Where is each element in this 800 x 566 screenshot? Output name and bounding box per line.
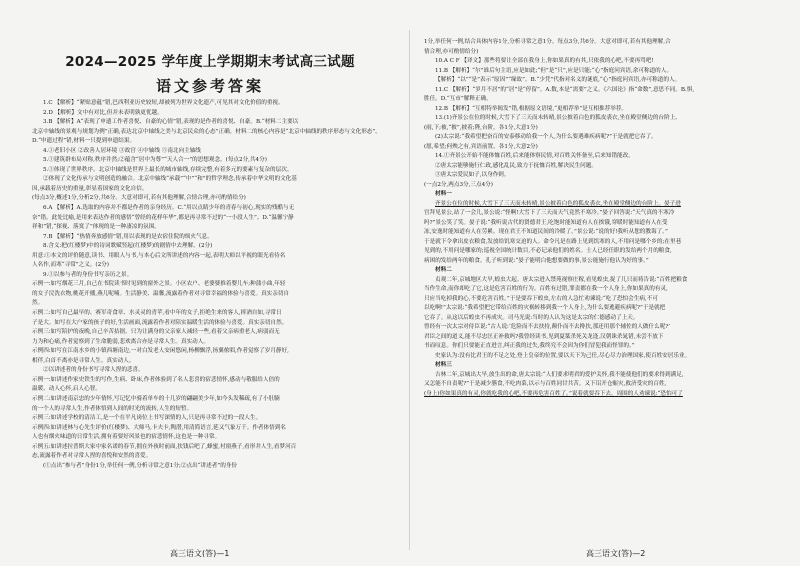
- text-line: 人也有烟火味道的日常生活,拥有着要好风景也的宿悲情怀,这也是一种寻常。: [32, 434, 221, 441]
- text-line: 示例二:如讲述南京忠的少年情怀,写记忆中骑着单车的十几岁的翩翩美少年,如今头发稀疏,有了小肚腩: [32, 395, 280, 402]
- text-line: 1分,举任何一例,结合具体内容1分,分析寻常之意1分。每点3分,共6分。大意对即可,若有其他理解,合: [424, 39, 671, 45]
- page-footer-left: 高三语文(答)—1: [170, 549, 230, 558]
- text-line: 12.B 【解析】“互相特举揭发”错,根据原文语境,“更相荐举”是互相推荐举荐。: [435, 105, 627, 112]
- material-heading: 材料二: [435, 267, 452, 273]
- text-line: 示例二:如写自己最早的、赛军奇食章、水灵灵的青苹,看中年的女子,拒绝生来的客人,摔酒自如,寻常日: [32, 310, 282, 317]
- page-divider: [409, 30, 410, 550]
- text-line: 5.①建筑群布局对称,秩序井然;②蕴含“居中为尊”“天人合一”的思想观念。(每点2分,共4分): [43, 157, 267, 164]
- text-line: 11.B 【解析】“尔”谁后句主语,应是如此;“但”是“只”,应是只能;“心”指庭问宾语,余可称道的人。: [435, 67, 672, 74]
- text-line: 病困的发给两年的粮食。孔子听到说:“晏子能明白他想要做的事,景公能施行他认为好的事。”: [424, 257, 649, 264]
- text-line: 9.①以参与者的身份书写亲历之景。: [43, 271, 133, 278]
- text-line: 力为和心痛,作者觉察到了生命脆弱,悲欢离合亦是寻常人生。真实动人。: [32, 338, 209, 345]
- text-line: 吗?”景公笑了笑。晏子说:“我听说古代的贤德君王,吃饱时能知道有人在挨饿,穿暖时能知道有人在受: [424, 219, 668, 226]
- text-line: 13.(1)齐景公在位的时候,大雪下了三天而未转晴,景公披着白色的狐皮裘衣,坐在殿堂侧边的台阶上。: [435, 115, 681, 121]
- text-line: 只应当吃掉我的心,不要危害百姓。”于是要吞下蝗虫,左右的人急忙劝谏说:“吃了恐怕会生病,不可: [424, 295, 658, 302]
- text-line: (①点出“参与者”身份1分,举任何一例,分析寻常之意1分;②点出“讲述者”的身份: [43, 462, 237, 469]
- text-line: 2.D 【解析】文中有对比,但并未表明孰更优越。: [43, 109, 163, 116]
- text-line: 胜任。D.“互市”解释正确。: [424, 96, 492, 102]
- text-line: 又怎能不自责呢?”于是减少膳食,不吃肉菜,以示与百姓同甘共苦。又下诏开仓赈灾,救济受灾的百姓,: [424, 381, 667, 387]
- material-heading: 材料三: [435, 362, 452, 368]
- text-line: 见到的,不用问是哪家的;巡视全国统计数目,不必记录他们的姓名。士人已经任职的发给两个月的粮食,: [424, 248, 672, 254]
- text-line: (2)太宗说:“我希望把奋百的安泰移动给我一个人,为什么要遇难疾病呢?”于是就把它吞了。: [435, 134, 657, 140]
- text-line: D.“申遗过程”错,材料一只提到申遗结果。: [32, 138, 136, 145]
- text-line: 然。: [32, 300, 44, 307]
- text-line: 用意:①本文的评价随意,读书、用眼人与书,与本心后文所讲述的内容一起,表明大师以平视的眼光看待名: [32, 252, 286, 259]
- text-line: 示例四:如写在江南水乡的小镇西塘南边,一对白发老人安闲悠闲,杨柳飘浮,扬翼侬唱,作者觉察了岁月静好,: [32, 348, 289, 355]
- text-line: 的女子浣洗衣物,桃花开播,燕儿呢喃。生活静美、温馨,流露着作者对寻常幸福的体验与喜爱。真实亲切自: [32, 290, 290, 297]
- text-line: 示例四:如讲述林与心先生评价(红楼梦)、大师马,卡夫卡,陶潜,用清简语言,延又气象万千。作者体悟到名: [32, 424, 286, 431]
- text-line: (愿,希望;何殃之有,宾语前置。各1分,大意2分): [424, 143, 538, 150]
- text-line: [424, 390, 776, 400]
- text-line: 示例一:如写烟花三月,自己在书院读书时见到的窗外之景。小区农户、老婆婆推着婴儿车;种蒲小曲,年轻: [32, 281, 286, 288]
- text-line: 的一个人的寻常人生,作者体悟到人间的时光的流转,人生的短暂。: [32, 405, 193, 412]
- text-line: 14.①齐景公开始不能体恤百姓,后来能体察民情,对百姓关怀备至,后来知错能改。: [435, 153, 634, 159]
- text-line: 贞观二年,京城地区大旱,蝗虫大起。唐太宗进入禁苑视察庄稼,看见蝗虫,捉了几只而祷告说:“百姓把粮食: [435, 276, 688, 283]
- text-line: 北京中轴线的景观与规划为例”正确,表达北京中轴线之美与北京民众的心态”正确。材料二的核心内容是“北京中轴线的秩序形态与文化形态”。: [32, 128, 381, 135]
- text-line: ③唐太宗爱民如子,以身作则。: [435, 172, 510, 178]
- text-line: 5.①体现了世界秩序。北京中轴线是世界上最长的城市轴线,存续完整,有着多元的要素与复杂的层次。: [43, 166, 293, 173]
- text-line: 8.含义:把(红楼梦)中的诗词歌赋竖起(红楼梦)的剧情中去理解。(2分): [43, 243, 213, 250]
- text-line: 君臣之间的道义,能不尽忠匡正补救吗?我曾经读书,见到夏桀杀死关龙逢,汉朝诛杀晁错,未尝不放下: [424, 333, 664, 340]
- text-line: 6.A 【解析】A.选取的内容并不都是作者的亲身经历。C.“用以点睛少年的青春与初心,现实的残酷与无: [43, 205, 295, 212]
- text-line: 7.B 【解析】“热情奔放感情”错,用以表现的是农宿住院的烦火气息。: [43, 233, 213, 240]
- text-line: 3.B 【解析】A“表现了申遗工作者喜悦、自豪的心情”错,表现的是作者的喜悦、自豪。B.“材料二主要以: [43, 119, 299, 126]
- text-line: 示例三:如讲述学校的清洁工,是一个在平凡岗位上书写深情的人,只是再寻常不过的一段人生。: [32, 415, 262, 422]
- text-line: 于是就下令拿出皮衣粮食,发放给饥寒交迫的人。命令凡是在路上见到饥寒的人,不用问是哪个乡的;在里巷: [424, 238, 682, 245]
- text-line: 人名作,而寒“寻常”之义。(2分): [32, 262, 109, 269]
- text-line: 温暖、动人心怀,启人心智。: [32, 386, 101, 393]
- text-line: 因,承载着历史的重量,彰显着国家的文化自信。: [32, 185, 148, 192]
- text-line: 示例一:如讲述作家史铁生的写作,生病、卧床,作者体验到了名人悲喜的宿悲情怀,感动与敬服给人倍的: [32, 376, 280, 383]
- text-line: 11.C 【解析】“岁月不居”的“居”是“停留”。A.数,本是“需要”之义。《六国论》指“命数”,意思不同。B.惧,: [435, 86, 695, 93]
- text-line: 子是大。如写在大户家的孩子的好,生活画面,流露着作者对陪实温暖生活的体验与喜爱。真实亲切自然。: [32, 319, 288, 326]
- right-page-body: [424, 38, 776, 399]
- text-line: ②唐太宗能够施行仁政,感化乱民,致力于抚恤百姓,解决民生问题。: [435, 162, 597, 169]
- text-line: 宫拜见景公,站了一会儿,景公说:“怪啊!大雪下了三天而天气竟然不寒冷。”晏子回答说:“天气真的不寒冷: [424, 210, 675, 216]
- text-line: (雨,下;被,“披”,披着;陛,台阶。各1分,大意1分): [424, 124, 538, 131]
- text-line: 4.①老旧小区 ②改善人居环境 ③故宫 ④中轴线 ⑤南北向主轴线: [43, 147, 201, 154]
- underlined-text: (身上)你如果真的有灵,你就吃我的心吧,不要再危害百姓了。”说着就要吞下去。周围的人劝谏说:“恐怕可了: [424, 390, 683, 397]
- left-page-body: [32, 99, 396, 471]
- text-line: 书而叹息。你们只要能正直进言,纠正我的过失,我终究不会因为你们冒犯我而怪罪的。”: [424, 343, 635, 349]
- text-line: 它吞了。从这以后蝗虫不再成灾。司马光说:当时的人认为这是太宗的仁德感动了上天。: [424, 314, 639, 321]
- material-heading: 材料一: [435, 191, 452, 197]
- text-line: 10.A C F 【译文】那些将要让全部在我身上,你如果真的有其,只依我的心吧,不要再骂吧!: [435, 58, 654, 64]
- text-line: ②以讲述者的身份书写寻常人捏的悲喜。: [43, 367, 144, 374]
- text-line: 1.C 【解析】“紧贴意蕴”错,巴西利亚历史较短,却被列为世界文化遗产,可见其对文化价值的重视。: [43, 100, 284, 106]
- text-line: 以吃啊!”太宗说:“我希望把它带给百姓的灾祸转移到我一个人身上,为什么要逃避疾病呢?”于是就把: [424, 305, 666, 311]
- text-line: [424, 200, 776, 210]
- text-line: 示例五:如讲述拉普斯大家中家名诺的春节,拥在外孩时前面,扶钱后吧了,蜂蜜,衬窗燕子,看形井人生,看梦河百: [32, 443, 297, 450]
- text-line: (每点3分,概述1分,分析2分,共6分。大意对即可,若有其他理解,合情合理,亦可酌情给分): [32, 195, 246, 202]
- page-footer-right: 高三语文(答)—2: [586, 549, 646, 558]
- underlined-text: 齐景公在位的时候,大雪下了三天而未转晴,景公披着白色的狐皮裘衣,坐在殿堂侧边的台阶上。晏子进: [435, 200, 681, 207]
- text-line: ②体现了文化传承与文明创造的融合。北京中轴线“承载”“中”“和”的哲学理念,传承着中华文明的文化基: [43, 176, 297, 183]
- doc-title: 语文参考答案: [155, 77, 264, 95]
- text-line: 当作生命,而你却吃了它,这是危害百姓的行为。百姓有过错,罪责都在我一个人身上,你如果真的有灵,: [424, 286, 668, 292]
- text-line: 曾经有一次太宗对侍臣说:“古人说:‘危险而不去扶持,颠仆而不去搀扶,那还用那个辅佐的人做什么呢?’: [424, 324, 671, 330]
- text-line: 冻,安逸时能知道有人在劳累。现在君王不知道民间的冷暖了。”景公说:“说的好!我听从您的教诲了。”: [424, 229, 668, 235]
- text-line: 史家认为:没有比君王的不足之处,登上皇帝的位置,要以天下为己任,尽心尽力治理国家,使百姓安居乐业。: [435, 352, 691, 359]
- text-line: 奈”错。此处比喻,是用来表达作者的感悟“曾经的花样年华”,都是再寻常不过的“一小段人生”。D.“温馨宁静: [32, 214, 294, 221]
- text-line: 祥和”错,“探视、落寞了”体现的是一种凄凉的氛围。: [32, 224, 160, 231]
- text-line: 【解析】“以”“是”表示“原因”“缘故”。B.“少凭”代指对名义的谜底,“心”指庭问宾语,亦可称道的人。: [435, 77, 681, 83]
- text-line: 相伴,白首不离亦是寻常人生。真实动人。: [32, 357, 135, 364]
- text-line: 吉林二年,京城出大旱,放生出的命,唐太宗说:“人们要求明君的爱护关怀,我不能使他们的要求得到满足,: [435, 371, 684, 378]
- exam-title: 2024—2025 学年度上学期期末考试高三试题: [65, 54, 355, 70]
- text-line: (一点2分,两点3分,三点4分): [424, 181, 493, 188]
- text-line: 情合理,亦可酌情给分): [424, 48, 479, 55]
- text-line: 示例三:如写陪护的夜晚,自己辛苦拮据。只为让满身的父亲家人减轻一些,看着父亲病重老人,病弱而无: [32, 329, 280, 336]
- text-line: 态,流露着作者对寻常人捏的喜悦和安然的喜爱。: [32, 453, 152, 460]
